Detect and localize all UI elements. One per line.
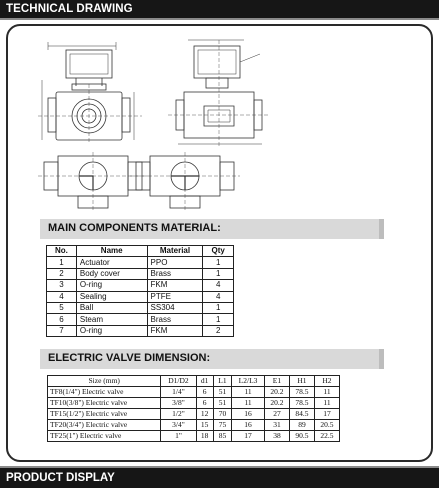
table-cell: 4 <box>47 291 77 302</box>
table-cell: Brass <box>147 314 203 325</box>
table-cell: 11 <box>314 398 339 409</box>
table-cell: 90.5 <box>289 431 314 442</box>
table-cell: 3 <box>47 280 77 291</box>
technical-drawing <box>8 26 428 216</box>
column-header: d1 <box>196 376 213 387</box>
table-cell: O-ring <box>76 280 147 291</box>
table-cell: TF15(1/2") Electric valve <box>48 409 161 420</box>
column-header: Material <box>147 246 203 257</box>
table-row <box>47 302 234 313</box>
column-header: Qty <box>203 246 234 257</box>
table-cell: TF8(1/4") Electric valve <box>48 387 161 398</box>
table-row <box>48 398 340 409</box>
column-header: H1 <box>289 376 314 387</box>
table-cell: 70 <box>213 409 231 420</box>
column-header: H2 <box>314 376 339 387</box>
table-row <box>47 325 234 336</box>
table-cell: 20.2 <box>264 387 289 398</box>
table-row <box>47 257 234 268</box>
table-cell: SS304 <box>147 302 203 313</box>
table-cell: 78.5 <box>289 398 314 409</box>
table-row <box>47 314 234 325</box>
footer-title: PRODUCT DISPLAY <box>6 472 115 484</box>
table-cell: 1" <box>161 431 196 442</box>
table-cell: 1 <box>203 314 234 325</box>
table-cell: 11 <box>232 398 265 409</box>
table-cell: 1/2" <box>161 409 196 420</box>
footer-bar <box>0 466 439 488</box>
table-cell: 11 <box>314 387 339 398</box>
table-cell: 22.5 <box>314 431 339 442</box>
table-cell: 38 <box>264 431 289 442</box>
column-header: Name <box>76 246 147 257</box>
table-cell: 51 <box>213 387 231 398</box>
column-header: L1 <box>213 376 231 387</box>
table-cell: 20.2 <box>264 398 289 409</box>
table-cell: PTFE <box>147 291 203 302</box>
column-header: Size (mm) <box>48 376 161 387</box>
table-row <box>48 420 340 431</box>
table-cell: 15 <box>196 420 213 431</box>
table-cell: TF25(1") Electric valve <box>48 431 161 442</box>
table-cell: Ball <box>76 302 147 313</box>
table-cell: 11 <box>232 387 265 398</box>
table-cell: 85 <box>213 431 231 442</box>
table-cell: 17 <box>232 431 265 442</box>
table-cell: 51 <box>213 398 231 409</box>
table-cell: 5 <box>47 302 77 313</box>
table-cell: Actuator <box>76 257 147 268</box>
table-cell: 27 <box>264 409 289 420</box>
table-cell: 6 <box>196 387 213 398</box>
table-cell: 4 <box>203 291 234 302</box>
table-cell: 16 <box>232 409 265 420</box>
table-cell: 17 <box>314 409 339 420</box>
table-row <box>48 409 340 420</box>
table-cell: 4 <box>203 280 234 291</box>
table-header-row <box>47 246 234 257</box>
table-cell: 1 <box>47 257 77 268</box>
dimension-section-title: ELECTRIC VALVE DIMENSION: <box>40 349 384 369</box>
table-cell: 89 <box>289 420 314 431</box>
column-header: L2/L3 <box>232 376 265 387</box>
table-row <box>47 291 234 302</box>
table-cell: Brass <box>147 268 203 279</box>
side-view-drawing <box>168 40 270 146</box>
dimension-table <box>47 375 340 442</box>
table-row <box>48 387 340 398</box>
table-cell: 16 <box>232 420 265 431</box>
table-cell: Steam <box>76 314 147 325</box>
table-cell: 1 <box>203 257 234 268</box>
table-cell: 2 <box>203 325 234 336</box>
table-cell: TF20(3/4") Electric valve <box>48 420 161 431</box>
table-row <box>47 280 234 291</box>
table-cell: 1 <box>203 302 234 313</box>
table-cell: 2 <box>47 268 77 279</box>
table-cell: 3/4" <box>161 420 196 431</box>
materials-section-title: MAIN COMPONENTS MATERIAL: <box>40 219 384 239</box>
table-cell: FKM <box>147 325 203 336</box>
table-cell: 6 <box>47 314 77 325</box>
header-title: TECHNICAL DRAWING <box>6 3 133 15</box>
table-cell: O-ring <box>76 325 147 336</box>
l-port-section-drawing <box>38 152 148 212</box>
table-cell: 20.5 <box>314 420 339 431</box>
header-bar <box>0 0 439 20</box>
table-cell: 78.5 <box>289 387 314 398</box>
table-header-row <box>48 376 340 387</box>
table-cell: 6 <box>196 398 213 409</box>
table-cell: 84.5 <box>289 409 314 420</box>
column-header: E1 <box>264 376 289 387</box>
table-row <box>47 268 234 279</box>
table-cell: 7 <box>47 325 77 336</box>
table-cell: 75 <box>213 420 231 431</box>
table-cell: Sealing <box>76 291 147 302</box>
column-header: No. <box>47 246 77 257</box>
table-cell: PPO <box>147 257 203 268</box>
table-cell: 31 <box>264 420 289 431</box>
table-cell: 3/8" <box>161 398 196 409</box>
table-cell: FKM <box>147 280 203 291</box>
table-cell: 18 <box>196 431 213 442</box>
t-port-section-drawing <box>130 152 240 212</box>
table-cell: 12 <box>196 409 213 420</box>
table-cell: 1 <box>203 268 234 279</box>
table-cell: TF10(3/8") Electric valve <box>48 398 161 409</box>
materials-table <box>46 245 234 337</box>
table-cell: Body cover <box>76 268 147 279</box>
table-cell: 1/4" <box>161 387 196 398</box>
table-row <box>48 431 340 442</box>
front-view-drawing <box>38 42 142 144</box>
column-header: D1/D2 <box>161 376 196 387</box>
